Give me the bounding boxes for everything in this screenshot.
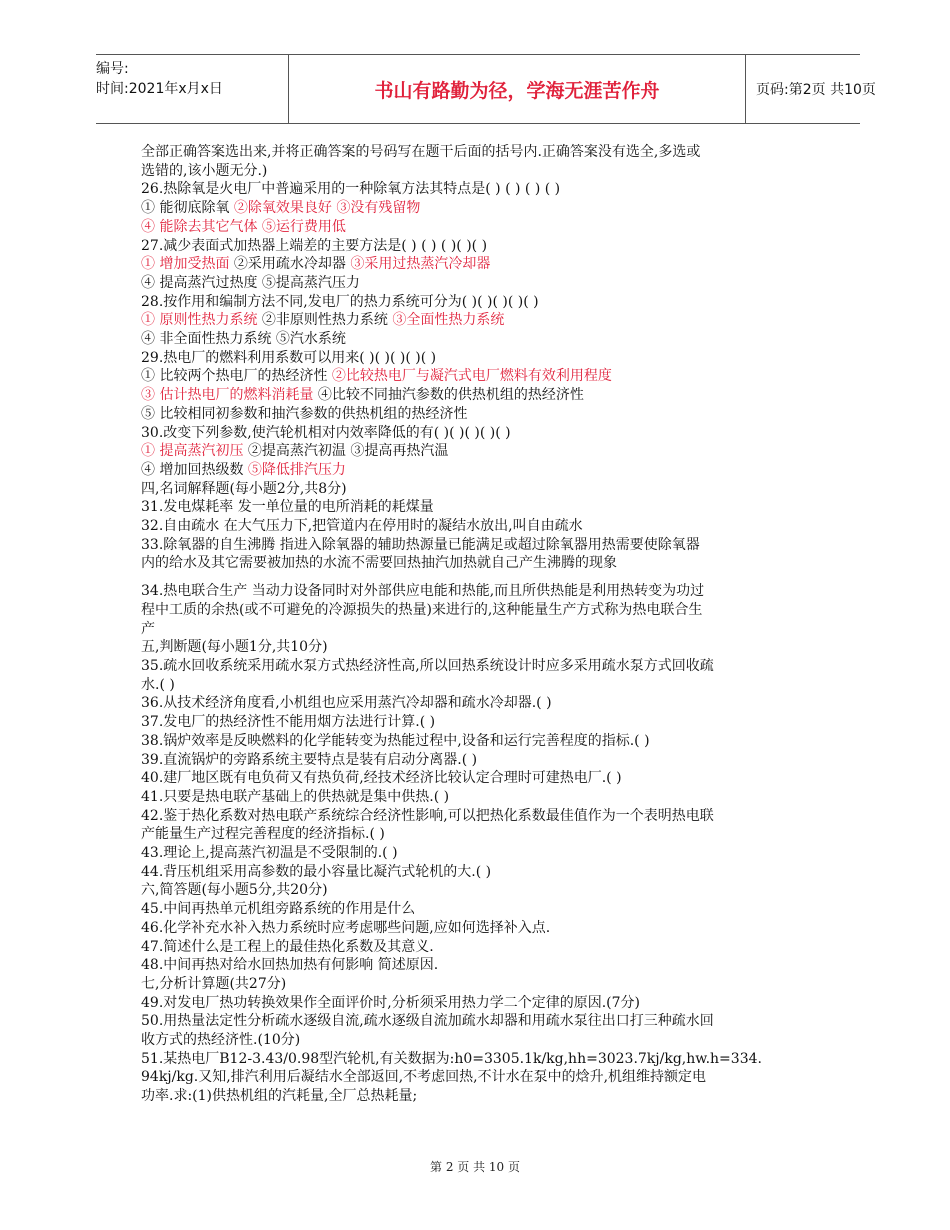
text-segment: 五,判断题(每小题1分,共10分) — [141, 639, 328, 656]
text-segment: 水.( ) — [141, 676, 175, 693]
text-segment: 50.用热量法定性分析疏水逐级自流,疏水逐级自流加疏水却器和用疏水泵往出口打三种疏水回 — [141, 1013, 714, 1030]
text-segment: 34.热电联合生产 当动力设备同时对外部供应电能和热能,而且所供热能是利用热转变为功过 — [141, 583, 705, 600]
paragraph-gap — [141, 573, 821, 582]
text-line — [141, 825, 821, 844]
text-segment: 31.发电煤耗率 发一单位量的电所消耗的耗煤量 — [141, 499, 434, 516]
text-segment: ④ 增加回热级数 — [141, 461, 248, 478]
text-line — [141, 180, 821, 199]
text-segment: 产能量生产过程完善程度的经济指标.( ) — [141, 826, 385, 843]
text-line — [141, 732, 821, 751]
header-motto: 书山有路勤为径，学海无涯苦作舟 — [288, 55, 746, 123]
text-segment: 功率.求:(1)供热机组的汽耗量,全厂总热耗量; — [141, 1088, 418, 1105]
text-segment: ⑤ 比较相同初参数和抽汽参数的供热机组的热经济性 — [141, 405, 468, 422]
text-line — [141, 788, 821, 807]
text-line — [141, 975, 821, 994]
answer-highlight: ④ 能除去其它气体 ⑤运行费用低 — [141, 218, 346, 235]
text-line — [141, 517, 821, 536]
text-line — [141, 956, 821, 975]
text-line — [141, 255, 821, 274]
text-line — [141, 676, 821, 695]
text-segment: 七,分析计算题(共27分) — [141, 975, 287, 992]
text-line — [141, 769, 821, 788]
page-footer: 第 2 页 共 10 页 — [430, 1160, 520, 1174]
text-line — [141, 751, 821, 770]
text-line — [141, 442, 821, 461]
text-line — [141, 881, 821, 900]
answer-highlight: ③全面性热力系统 — [392, 312, 505, 329]
text-line — [141, 1087, 821, 1106]
text-segment: 94kj/kg.又知,排汽利用后凝结水全部返回,不考虑回热,不计水在泵中的焓升,机组维持额定电 — [141, 1069, 707, 1086]
text-line — [141, 330, 821, 349]
text-line — [141, 143, 821, 162]
text-line — [141, 1012, 821, 1031]
text-segment: 产 — [141, 620, 155, 637]
text-line — [141, 311, 821, 330]
text-line — [141, 919, 821, 938]
text-segment: 六,简答题(每小题5分,共20分) — [141, 882, 328, 899]
text-line — [141, 620, 821, 639]
text-line — [141, 657, 821, 676]
text-line — [141, 237, 821, 256]
text-segment: 全部正确答案选出来,并将正确答案的号码写在题干后面的括号内.正确答案没有选全,多选或 — [141, 144, 701, 160]
text-line — [141, 694, 821, 713]
text-line — [141, 424, 821, 443]
text-line — [141, 367, 821, 386]
text-line — [141, 1068, 821, 1087]
header-page-label: 页码:第2页 共10页 — [756, 82, 876, 98]
text-segment: ① 比较两个热电厂的热经济性 — [141, 368, 332, 385]
page-header — [96, 54, 876, 124]
document-body — [141, 143, 821, 1106]
text-segment: 选错的,该小题无分.) — [141, 162, 268, 179]
text-segment: ②采用疏水冷却器 — [229, 256, 351, 273]
answer-highlight: ②除氧效果良好 ③没有残留物 — [233, 200, 421, 217]
text-segment: 46.化学补充水补入热力系统时应考虑哪些问题,应如何选择补入点. — [141, 919, 551, 936]
text-line — [141, 844, 821, 863]
answer-highlight: ① 提高蒸汽初压 — [141, 443, 244, 460]
text-segment: ②非原则性热力系统 — [257, 312, 393, 329]
text-line — [141, 1031, 821, 1050]
text-line — [141, 1050, 821, 1069]
text-segment: 51.某热电厂B12-3.43/0.98型汽轮机,有关数据为:h0=3305.1k/kg,hh=3023.7kj/kg,hw.h=334. — [141, 1050, 762, 1067]
text-line — [141, 293, 821, 312]
text-segment: 33.除氧器的自生沸腾 指进入除氧器的辅助热源量已能满足或超过除氧器用热需要使除氧器 — [141, 536, 700, 553]
text-line — [141, 162, 821, 181]
text-line — [141, 554, 821, 573]
text-line — [141, 900, 821, 919]
text-segment: 44.背压机组采用高参数的最小容量比凝汽式轮机的大.( ) — [141, 863, 492, 880]
text-segment: 收方式的热经济性.(10分) — [141, 1032, 301, 1049]
text-segment: 42.鉴于热化系数对热电联产系统综合经济性影响,可以把热化系数最佳值作为一个表明热电联 — [141, 807, 714, 824]
text-line — [141, 601, 821, 620]
text-segment: ②提高蒸汽初温 ③提高再热汽温 — [243, 443, 449, 460]
text-line — [141, 349, 821, 368]
text-segment: 30.改变下列参数,使汽轮机相对内效率降低的有( )( )( )( )( ) — [141, 424, 511, 441]
text-line — [141, 807, 821, 826]
text-segment: 49.对发电厂热功转换效果作全面评价时,分析须采用热力学二个定律的原因.(7分) — [141, 994, 640, 1011]
time-label: 时间:2021年x月x日 — [96, 81, 223, 97]
text-segment: 37.发电厂的热经济性不能用烟方法进行计算.( ) — [141, 714, 436, 731]
text-segment: ④ 提高蒸汽过热度 ⑤提高蒸汽压力 — [141, 274, 360, 291]
text-line — [141, 994, 821, 1013]
text-line — [141, 863, 821, 882]
text-line — [141, 638, 821, 657]
text-line — [141, 218, 821, 237]
text-segment: 45.中间再热单元机组旁路系统的作用是什么 — [141, 901, 416, 918]
text-segment: 38.锅炉效率是反映燃料的化学能转变为热能过程中,设备和运行完善程度的指标.( ) — [141, 732, 650, 749]
text-segment: 36.从技术经济角度看,小机组也应采用蒸汽冷却器和疏水冷却器.( ) — [141, 695, 552, 712]
answer-highlight: ① 增加受热面 — [141, 256, 230, 273]
text-segment: 35.疏水回收系统采用疏水泵方式热经济性高,所以回热系统设计时应多采用疏水泵方式回收疏 — [141, 657, 714, 674]
text-segment: 39.直流锅炉的旁路系统主要特点是装有启动分离器.( ) — [141, 751, 478, 768]
text-line — [141, 536, 821, 555]
text-line — [141, 938, 821, 957]
answer-highlight: ① 原则性热力系统 — [141, 312, 258, 329]
text-line — [141, 274, 821, 293]
text-segment: 28.按作用和编制方法不同,发电厂的热力系统可分为( )( )( )( )( ) — [141, 293, 539, 310]
text-line — [141, 582, 821, 601]
text-segment: 四,名词解释题(每小题2分,共8分) — [141, 480, 347, 497]
text-line — [141, 480, 821, 499]
text-segment: 47.简述什么是工程上的最佳热化系数及其意义. — [141, 938, 434, 955]
text-segment: 43.理论上,提高蒸汽初温是不受限制的.( ) — [141, 845, 398, 862]
text-segment: 26.热除氧是火电厂中普遍采用的一种除氧方法其特点是( ) ( ) ( ) ( ) — [141, 181, 561, 198]
header-meta — [96, 59, 288, 119]
text-segment: ④ 非全面性热力系统 ⑤汽水系统 — [141, 331, 346, 348]
text-line — [141, 405, 821, 424]
text-segment: 32.自由疏水 在大气压力下,把管道内在停用时的凝结水放出,叫自由疏水 — [141, 518, 583, 535]
text-segment: 程中工质的余热(或不可避免的冷源损失的热量)来进行的,这种能量生产方式称为热电联合生 — [141, 601, 703, 618]
text-segment: 40.建厂地区既有电负荷又有热负荷,经技术经济比较认定合理时可建热电厂.( ) — [141, 770, 622, 787]
answer-highlight: ③采用过热蒸汽冷却器 — [350, 256, 491, 273]
text-line — [141, 386, 821, 405]
number-label: 编号: — [96, 61, 129, 77]
text-segment: 48.中间再热对给水回热加热有何影响 简述原因. — [141, 957, 439, 974]
text-segment: 27.减少表面式加热器上端差的主要方法是( ) ( ) ( )( )( ) — [141, 237, 488, 254]
answer-highlight: ②比较热电厂与凝汽式电厂燃料有效利用程度 — [331, 368, 612, 385]
text-line — [141, 713, 821, 732]
text-segment: 29.热电厂的燃料利用系数可以用来( )( )( )( )( ) — [141, 349, 437, 366]
text-segment: ④比较不同抽汽参数的供热机组的热经济性 — [313, 387, 584, 404]
text-line — [141, 199, 821, 218]
answer-highlight: ⑤降低排汽压力 — [247, 461, 346, 478]
text-line — [141, 498, 821, 517]
answer-highlight: ③ 估计热电厂的燃料消耗量 — [141, 387, 314, 404]
text-segment: 41.只要是热电联产基础上的供热就是集中供热.( ) — [141, 788, 450, 805]
text-segment: ① 能彻底除氧 — [141, 200, 234, 217]
text-segment: 内的给水及其它需要被加热的水流不需要回热抽汽加热就自己产生沸腾的现象 — [141, 555, 617, 572]
text-line — [141, 461, 821, 480]
